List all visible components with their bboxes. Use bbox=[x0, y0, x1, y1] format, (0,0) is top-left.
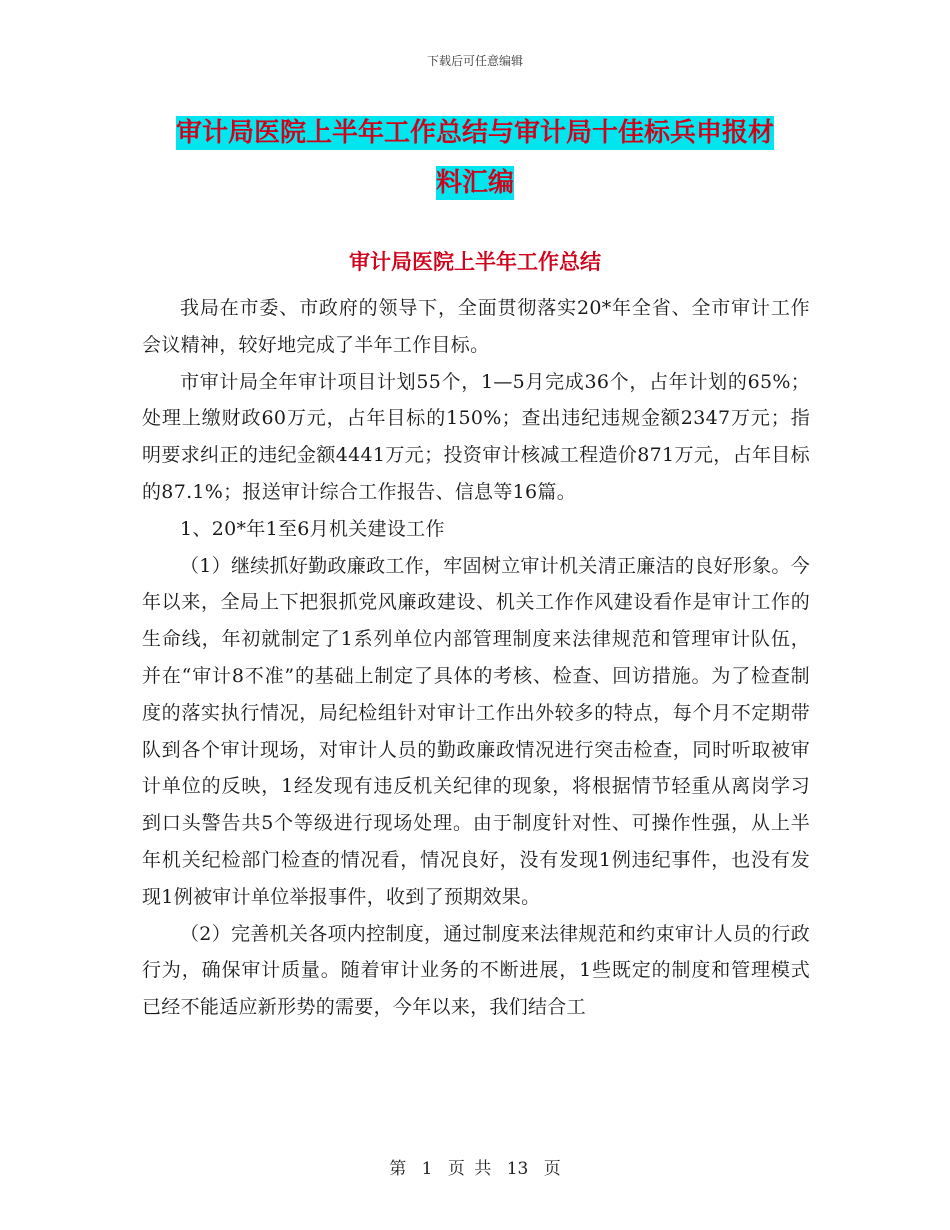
footer-page-number: 1 bbox=[421, 1159, 433, 1179]
document-body bbox=[142, 290, 810, 1026]
paragraph-item-2: （2）完善机关各项内控制度，通过制度来法律规范和约束审计人员的行政行为，确保审计质量。随着审计业务的不断进展，1些既定的制度和管理模式已经不能适应新形势的需要，今年以来，我们结合工 bbox=[142, 922, 810, 1019]
document-title-line-1: 审计局医院上半年工作总结与审计局十佳标兵申报材 bbox=[175, 118, 774, 148]
paragraph-heading-1: 1、20*年1至6月机关建设工作 bbox=[180, 517, 445, 540]
footer-total-pages: 13 bbox=[506, 1159, 529, 1179]
footer-suffix: 页 bbox=[543, 1159, 561, 1179]
footer-middle: 页 共 bbox=[447, 1159, 492, 1179]
document-title bbox=[140, 108, 810, 208]
footer-prefix: 第 bbox=[389, 1159, 407, 1179]
paragraph-item-1: （1）继续抓好勤政廉政工作，牢固树立审计机关清正廉洁的良好形象。今年以来，全局上下把狠抓党风廉政建设、机关工作作风建设看作是审计工作的生命线，年初就制定了1系列单位内部管理制度来法律规范和管理审计队伍，并在“审计8不准”的基础上制定了具体的考核、检查、回访措施。为了检查制度的落实执行情况，局纪检组针对审计工作出外较多的特点，每个月不定期带队到各个审计现场，对审计人员的勤政廉政情况进行突击检查，同时听取被审计单位的反映，1经发现有违反机关纪律的现象，将根据情节轻重从离岗学习到口头警告共5个等级进行现场处理。由于制度针对性、可操作性强，从上半年机关纪检部门检查的情况看，情况良好，没有发现1例违纪事件，也没有发现1例被审计单位举报事件，收到了预期效果。 bbox=[142, 554, 810, 908]
header-note: 下载后可任意编辑 bbox=[426, 54, 523, 68]
paragraph-intro: 我局在市委、市政府的领导下，全面贯彻落实20*年全省、全市审计工作会议精神，较好地完成了半年工作目标。 bbox=[142, 297, 810, 356]
paragraph-statistics: 市审计局全年审计项目计划55个，1—5月完成36个，占年计划的65%；处理上缴财政60万元，占年目标的150%；查出违纪违规金额2347万元；指明要求纠正的违纪金额4441万元；投资审计核减工程造价871万元，占年目标的87.1%；报送审计综合工作报告、信息等16篇。 bbox=[142, 370, 810, 503]
page-footer bbox=[0, 1154, 950, 1179]
document-title-line-2: 料汇编 bbox=[435, 168, 514, 198]
section-title: 审计局医院上半年工作总结 bbox=[349, 250, 601, 274]
